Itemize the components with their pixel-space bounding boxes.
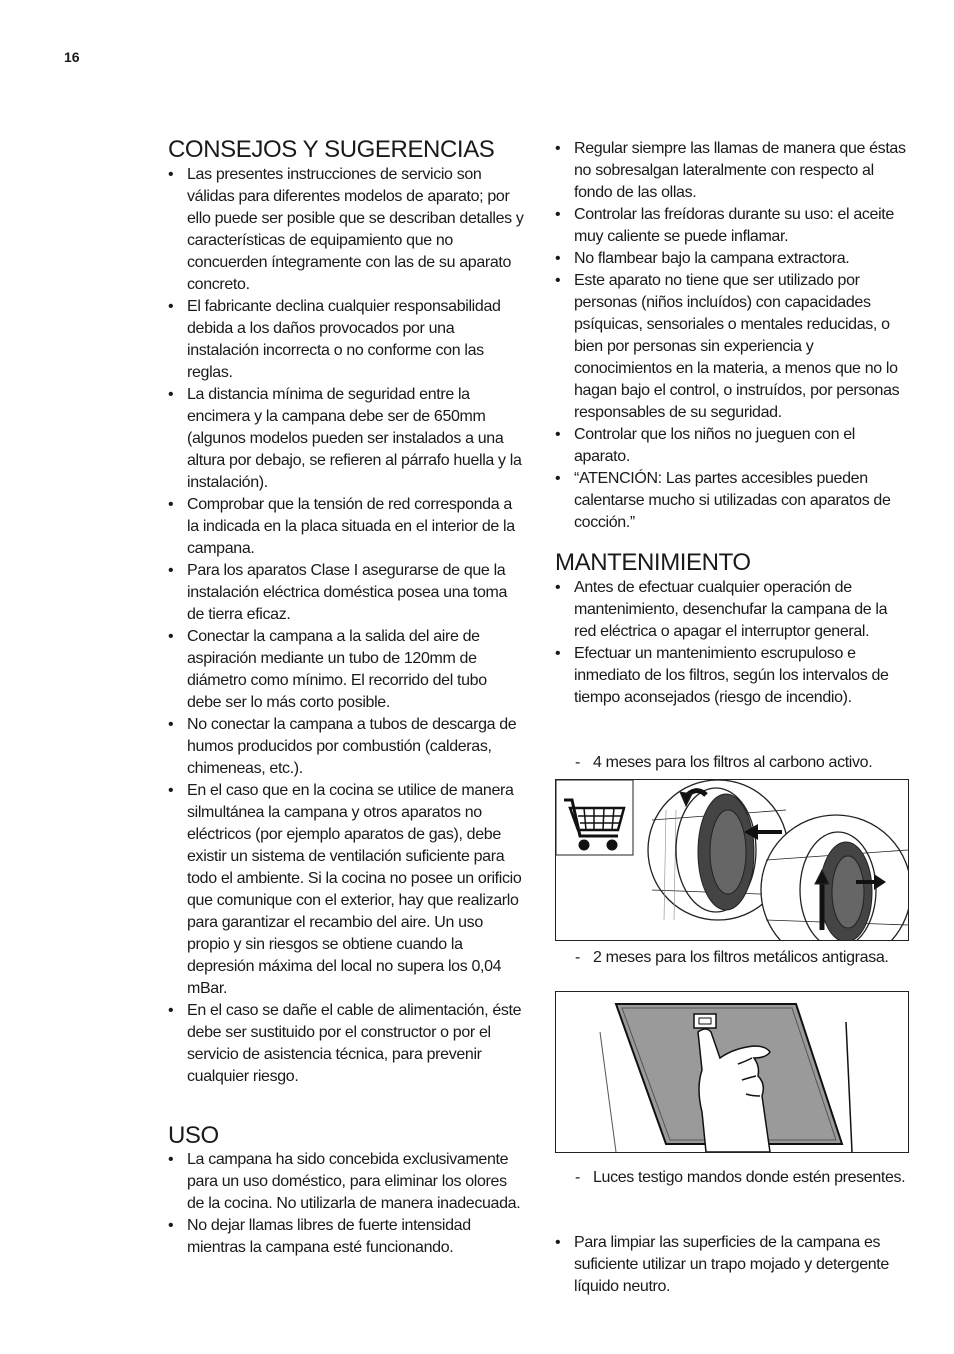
list-item: • La distancia mínima de seguridad entre la encimera y la campana debe ser de 650mm (algunos modelos pueden ser instalados a una altura por debajo, se refieren al párrafo huella y la instalación). (168, 384, 524, 494)
list-item: • Para limpiar las superficies de la campana es suficiente utilizar un trapo mojado y detergente líquido neutro. (555, 1232, 911, 1298)
consejos-list (168, 164, 524, 1088)
dash-item-metal-filters: - 2 meses para los filtros metálicos antigrasa. (575, 947, 933, 969)
list-item: • Conectar la campana a la salida del aire de aspiración mediante un tubo de 120mm de diámetro como mínimo. El recorrido del tubo debe ser lo más corto posible. (168, 626, 524, 714)
list-item: • Controlar que los niños no jueguen con el aparato. (555, 424, 911, 468)
list-item: • Efectuar un mantenimiento escrupuloso e inmediato de los filtros, según los intervalos de tiempo aconsejados (riesgo de incendio). (555, 643, 911, 709)
list-item: • Antes de efectuar cualquier operación de mantenimiento, desenchufar la campana de la red eléctrica o apagar el interruptor general. (555, 577, 911, 643)
list-item: • Las presentes instrucciones de servicio son válidas para diferentes modelos de aparato; por ello puede ser posible que se describan detalles y características de equipamiento que no concuerden íntegramente con las de su aparato concreto. (168, 164, 524, 296)
list-item: • En el caso se dañe el cable de alimentación, éste debe ser sustituido por el constructor o por el servicio de asistencia técnica, para prevenir cualquier riesgo. (168, 1000, 524, 1088)
cleaning-list (555, 1232, 911, 1298)
carbon-filter-figure (555, 779, 909, 941)
page-number: 16 (64, 49, 80, 65)
list-item: • “ATENCIÓN: Las partes accesibles pueden calentarse mucho si utilizadas con aparatos de cocción.” (555, 468, 911, 534)
uso-heading: USO (168, 1122, 219, 1149)
list-item: • No flambear bajo la campana extractora. (555, 248, 911, 270)
metal-filter-figure (555, 991, 909, 1153)
dash-item-carbon-filters: - 4 meses para los filtros al carbono activo. (575, 752, 933, 774)
list-item: • En el caso que en la cocina se utilice de manera silmultánea la campana y otros aparatos no eléctricos (por ejemplo aparatos de gas), debe existir un sistema de ventilación suficiente para todo el ambiente. Si la cocina no posee un orificio que comunique con el exterior, hay que realizarlo para garantizar el recambio del aire. Un uso propio y sin riesgos se obtiene cuando la depresión máxima del local no supera los 0,04 mBar. (168, 780, 524, 1000)
uso-continued-list (555, 138, 911, 534)
mantenimiento-list (555, 577, 911, 709)
list-item: • Regular siempre las llamas de manera que éstas no sobresalgan lateralmente con respecto al fondo de las ollas. (555, 138, 911, 204)
list-item: • No conectar la campana a tubos de descarga de humos producidos por combustión (calderas, chimeneas, etc.). (168, 714, 524, 780)
carbon-filter-illustration (556, 780, 908, 940)
metal-filter-illustration (556, 992, 908, 1152)
list-item: • No dejar llamas libres de fuerte intensidad mientras la campana esté funcionando. (168, 1215, 524, 1259)
list-item: • El fabricante declina cualquier responsabilidad debida a los daños provocados por una instalación incorrecta o no conforme con las reglas. (168, 296, 524, 384)
dash-item-indicator-lights: - Luces testigo mandos donde estén presentes. (575, 1167, 933, 1189)
list-item: • Controlar las freídoras durante su uso: el aceite muy caliente se puede inflamar. (555, 204, 911, 248)
uso-list (168, 1149, 524, 1259)
list-item: • Para los aparatos Clase I asegurarse de que la instalación eléctrica doméstica posea una toma de tierra eficaz. (168, 560, 524, 626)
list-item: • Comprobar que la tensión de red corresponda a la indicada en la placa situada en el interior de la campana. (168, 494, 524, 560)
mantenimiento-heading: MANTENIMIENTO (555, 549, 751, 576)
list-item: • La campana ha sido concebida exclusivamente para un uso doméstico, para eliminar los olores de la cocina. No utilizarla de manera inadecuada. (168, 1149, 524, 1215)
consejos-heading: CONSEJOS Y SUGERENCIAS (168, 136, 495, 163)
list-item: • Este aparato no tiene que ser utilizado por personas (niños incluídos) con capacidades psíquicas, sensoriales o mentales reducidas, o bien por personas sin experiencia y conocimientos en la materia, a menos que no lo hagan bajo el control, o instruídos, por personas responsables de su seguridad. (555, 270, 911, 424)
